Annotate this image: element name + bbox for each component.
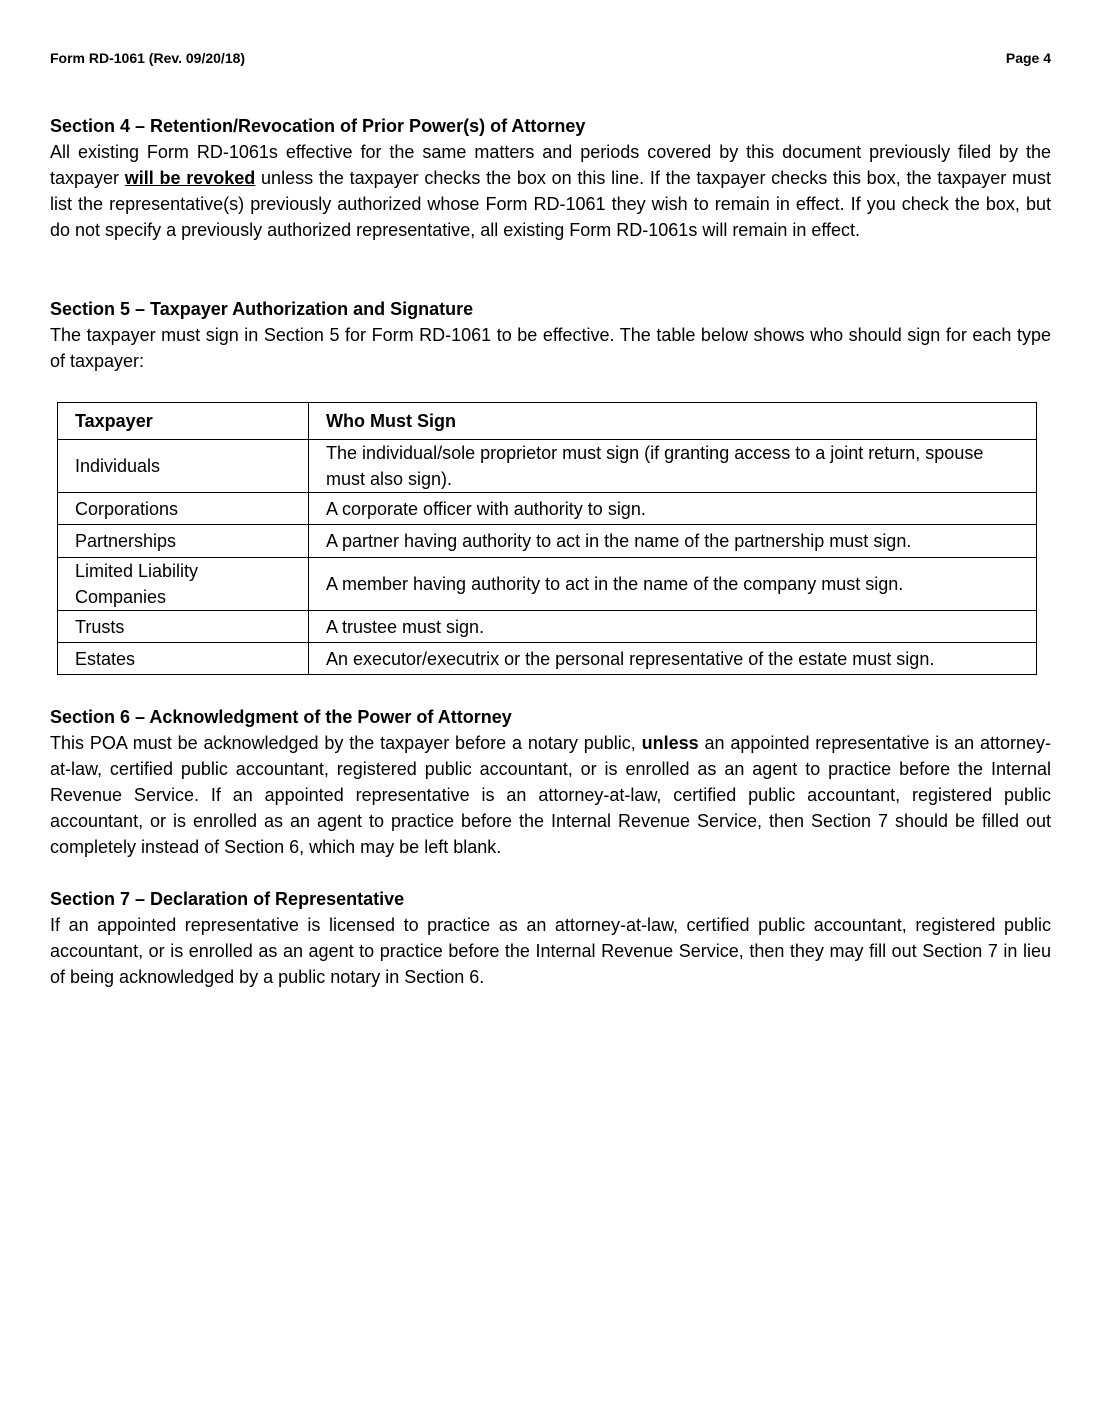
table-row [58, 611, 1037, 643]
who-must-sign-cell: A partner having authority to act in the name of the partnership must sign. [309, 525, 1037, 558]
form-id: Form RD-1061 (Rev. 09/20/18) [50, 50, 246, 66]
table-header-row [58, 403, 1037, 440]
taxpayer-cell: Limited Liability Companies [58, 558, 309, 611]
section-6-title: Section 6 – Acknowledgment of the Power of Attorney [50, 707, 512, 727]
who-must-sign-cell: The individual/sole proprietor must sign (if granting access to a joint return, spouse must also sign). [309, 440, 1037, 493]
taxpayer-cell: Trusts [58, 611, 309, 643]
section-4-text-part1: All existing Form RD-1061s effective for the same matters and periods covered by this document previously filed by the taxpayer [50, 142, 1051, 188]
section-7-text: If an appointed representative is licensed to practice as an attorney-at-law, certified public accountant, registered public accountant, or is enrolled as an agent to practice before the Internal Revenue Service, then they may fill out Section 7 in lieu of being acknowledged by a public notary in Section 6. [50, 915, 1051, 987]
section-5-title: Section 5 – Taxpayer Authorization and Signature [50, 299, 474, 319]
taxpayer-cell: Individuals [58, 440, 309, 493]
who-must-sign-cell: A trustee must sign. [309, 611, 1037, 643]
table-row [58, 525, 1037, 558]
section-4-title: Section 4 – Retention/Revocation of Prior Power(s) of Attorney [50, 116, 586, 136]
section-7-title: Section 7 – Declaration of Representative [50, 889, 405, 909]
table-row [58, 558, 1037, 611]
who-must-sign-cell: A member having authority to act in the name of the company must sign. [309, 558, 1037, 611]
section-7 [50, 886, 1051, 990]
taxpayer-cell: Partnerships [58, 525, 309, 558]
table-header-taxpayer: Taxpayer [58, 403, 309, 440]
taxpayer-cell: Estates [58, 643, 309, 675]
who-must-sign-cell: An executor/executrix or the personal representative of the estate must sign. [309, 643, 1037, 675]
section-4-text [50, 139, 1051, 243]
page-header [50, 50, 1051, 70]
table-row [58, 440, 1037, 493]
section-6-text-part1: This POA must be acknowledged by the taxpayer before a notary public, [50, 733, 642, 753]
taxpayer-cell: Corporations [58, 493, 309, 525]
table-row [58, 643, 1037, 675]
section-6-text [50, 730, 1051, 860]
who-must-sign-cell: A corporate officer with authority to sign. [309, 493, 1037, 525]
section-4-emphasis: will be revoked [124, 168, 256, 188]
section-4-text-part2: unless the taxpayer checks the box on this line. If the taxpayer checks this box, the taxpayer must list the representative(s) previously authorized whose Form RD-1061 they wish to remain in effect. If you check the box, but do not specify a previously authorized representative, all existing Form RD-1061s will remain in effect. [50, 168, 1051, 240]
section-5-text: The taxpayer must sign in Section 5 for Form RD-1061 to be effective. The table below shows who should sign for each type of taxpayer: [50, 325, 1051, 371]
table-row [58, 493, 1037, 525]
signers-table [57, 402, 1037, 675]
page-number: Page 4 [1005, 50, 1051, 66]
section-5 [50, 296, 1051, 374]
section-6 [50, 704, 1051, 860]
section-6-emphasis: unless [641, 733, 699, 753]
section-4 [50, 113, 1051, 243]
table-header-who-must-sign: Who Must Sign [309, 403, 1037, 440]
section-6-text-part2: an appointed representative is an attorney-at-law, certified public accountant, registered public accountant, or is enrolled as an agent to practice before the Internal Revenue Service. If an appointed representative is an attorney-at-law, certified public accountant, registered public accountant, or is enrolled as an agent to practice before the Internal Revenue Service, then Section 7 should be filled out completely instead of Section 6, which may be left blank. [50, 733, 1051, 857]
